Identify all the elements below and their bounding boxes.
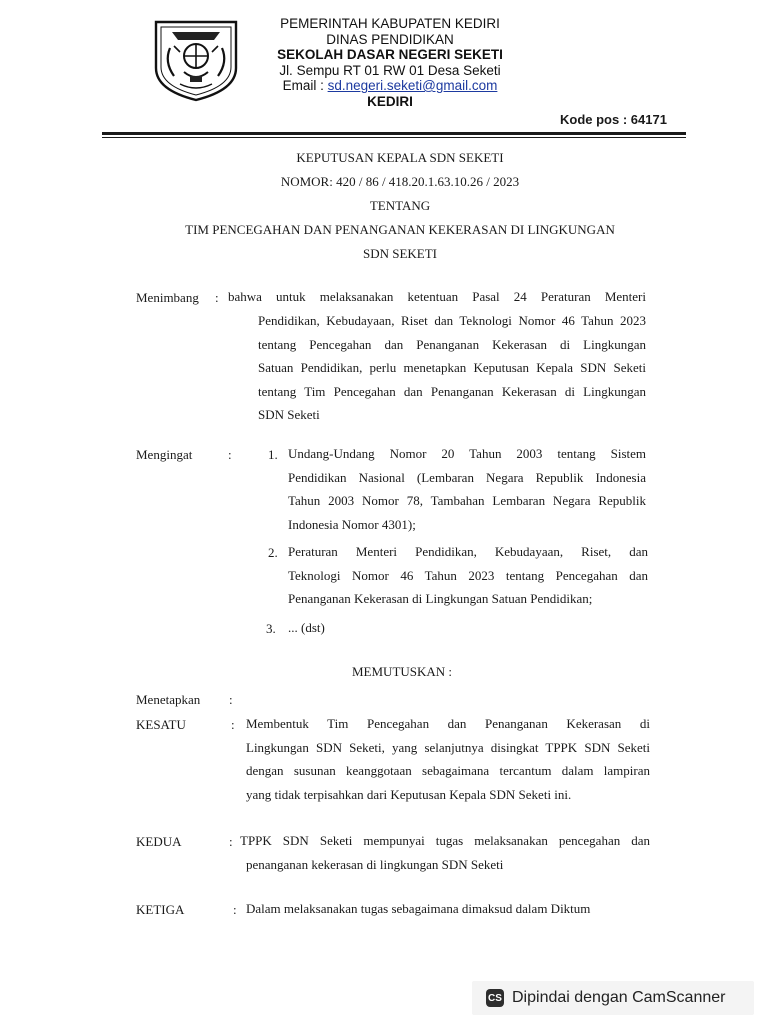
letterhead-school-name: SEKOLAH DASAR NEGERI SEKETI bbox=[277, 47, 503, 62]
decree-subject-line2: SDN SEKETI bbox=[362, 246, 438, 261]
email-link[interactable]: sd.negeri.seketi@gmail.com bbox=[327, 78, 498, 93]
mengingat-item-2 bbox=[288, 540, 648, 611]
kedua-colon: : bbox=[229, 834, 233, 849]
kedua-line: penanganan kekerasan di lingkungan SDN Seketi bbox=[246, 857, 504, 872]
kesatu-line: Lingkungan SDN Seketi, yang selanjutnya disingkat TPPK SDN Seketi bbox=[246, 739, 650, 755]
menimbang-line: tentang Tim Pencegahan dan Penanganan Kekerasan di Lingkungan bbox=[258, 383, 646, 399]
letterhead-address: Jl. Sempu RT 01 RW 01 Desa Seketi bbox=[279, 62, 501, 78]
mengingat-item-1 bbox=[288, 442, 646, 536]
ketiga-colon: : bbox=[233, 902, 237, 917]
letterhead-text bbox=[255, 16, 525, 109]
menimbang-line: Satuan Pendidikan, perlu menetapkan Keputusan Kepala SDN Seketi bbox=[258, 360, 646, 375]
menimbang-label: Menimbang bbox=[136, 290, 199, 305]
decree-heading: KEPUTUSAN KEPALA SDN SEKETI bbox=[296, 150, 504, 165]
decree-about-label: TENTANG bbox=[369, 198, 431, 213]
kesatu-colon: : bbox=[231, 717, 235, 732]
ketiga-label: KETIGA bbox=[136, 902, 185, 917]
mengingat-item-line: Pendidikan Nasional (Lembaran Negara Republik Indonesia bbox=[288, 469, 646, 485]
mengingat-item-line: Penanganan Kekerasan di Lingkungan Satuan Pendidikan; bbox=[288, 591, 593, 606]
postal-code: Kode pos : 64171 bbox=[560, 112, 667, 127]
letterhead-email-row bbox=[255, 78, 525, 94]
menetapkan-label: Menetapkan bbox=[136, 692, 201, 707]
kesatu-line: Membentuk Tim Pencegahan dan Penanganan Kekerasan di bbox=[246, 716, 650, 731]
letterhead-divider-thick bbox=[102, 132, 686, 135]
kedua-paragraph bbox=[240, 829, 650, 853]
kesatu-line: dengan susunan keanggotaan sebagaimana tercantum dalam lampiran bbox=[246, 763, 650, 778]
menetapkan-colon: : bbox=[229, 692, 233, 707]
letterhead-government: PEMERINTAH KABUPATEN KEDIRI bbox=[280, 16, 500, 31]
menimbang-line: tentang Pencegahan dan Penanganan Kekerasan di Lingkungan bbox=[258, 336, 646, 352]
mengingat-item-1-number: 1. bbox=[268, 447, 278, 462]
letterhead-city: KEDIRI bbox=[367, 93, 413, 109]
decree-title bbox=[100, 146, 700, 266]
mengingat-item-line: Peraturan Menteri Pendidikan, Kebudayaan, Riset, dan bbox=[288, 544, 648, 559]
camscanner-logo-icon: CS bbox=[486, 989, 504, 1007]
kedua-label: KEDUA bbox=[136, 834, 182, 849]
camscanner-watermark bbox=[472, 981, 754, 1015]
menimbang-colon: : bbox=[215, 290, 219, 305]
mengingat-item-line: ... (dst) bbox=[288, 620, 325, 635]
menimbang-paragraph-cont bbox=[258, 309, 646, 427]
mengingat-item-line: Tahun 2003 Nomor 78, Tambahan Lembaran Negara Republik bbox=[288, 493, 646, 508]
kedua-line: TPPK SDN Seketi mempunyai tugas melaksanakan pencegahan dan bbox=[240, 833, 650, 848]
menimbang-paragraph bbox=[228, 285, 646, 309]
ketiga-line: Dalam melaksanakan tugas sebagaimana dimaksud dalam Diktum bbox=[246, 901, 591, 916]
kediri-regency-emblem bbox=[150, 18, 242, 102]
mengingat-item-line: Teknologi Nomor 46 Tahun 2023 tentang Pencegahan dan bbox=[288, 567, 648, 583]
mengingat-item-2-number: 2. bbox=[268, 545, 278, 560]
mengingat-item-line: Indonesia Nomor 4301); bbox=[288, 516, 416, 532]
letterhead-divider-thin bbox=[102, 137, 686, 138]
menimbang-line: bahwa untuk melaksanakan ketentuan Pasal 24 Peraturan Menteri bbox=[228, 289, 646, 304]
mengingat-colon: : bbox=[228, 447, 232, 462]
camscanner-text: Dipindai dengan CamScanner bbox=[512, 989, 726, 1006]
memutuskan-heading: MEMUTUSKAN : bbox=[352, 664, 453, 679]
kesatu-label: KESATU bbox=[136, 717, 186, 732]
kedua-paragraph-cont bbox=[246, 853, 650, 877]
menimbang-line: SDN Seketi bbox=[258, 407, 320, 422]
kesatu-paragraph bbox=[246, 712, 650, 806]
email-label: Email : bbox=[282, 78, 328, 93]
mengingat-item-3-number: 3. bbox=[266, 621, 276, 636]
letterhead-agency: DINAS PENDIDIKAN bbox=[326, 31, 454, 47]
menimbang-line: Pendidikan, Kebudayaan, Riset dan Teknologi Nomor 46 Tahun 2023 bbox=[258, 313, 646, 328]
ketiga-paragraph bbox=[246, 897, 646, 921]
decree-number: NOMOR: 420 / 86 / 418.20.1.63.10.26 / 2023 bbox=[280, 174, 520, 189]
kesatu-line: yang tidak terpisahkan dari Keputusan Kepala SDN Seketi ini. bbox=[246, 786, 572, 802]
mengingat-item-3 bbox=[288, 616, 488, 640]
mengingat-item-line: Undang-Undang Nomor 20 Tahun 2003 tentang Sistem bbox=[288, 446, 646, 461]
decree-subject-line1: TIM PENCEGAHAN DAN PENANGANAN KEKERASAN DI LINGKUNGAN bbox=[185, 222, 615, 237]
mengingat-label: Mengingat bbox=[136, 447, 193, 462]
